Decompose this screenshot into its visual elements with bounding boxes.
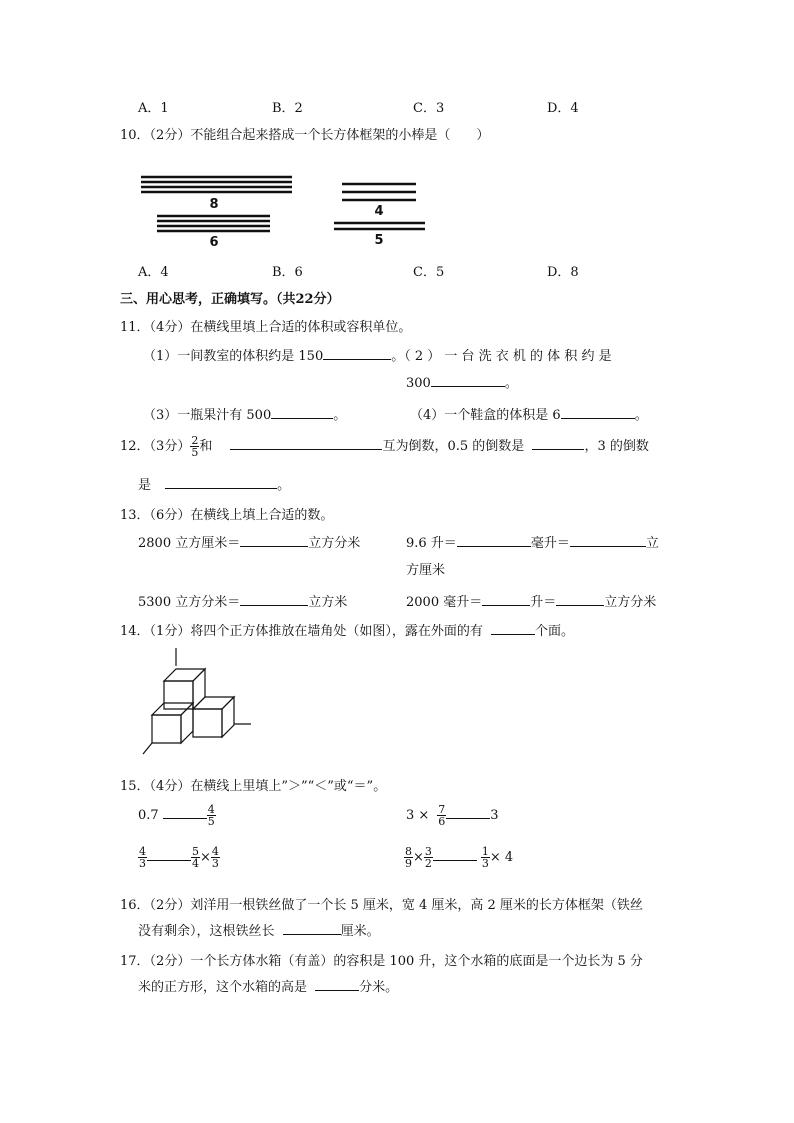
q15-expr-2 bbox=[406, 804, 499, 827]
q11-part4-text: （4）一个鞋盒的体积是 6 bbox=[410, 408, 561, 423]
q15-e3-frac bbox=[138, 846, 147, 869]
q16-line2 bbox=[138, 920, 380, 939]
q14-cubes-figure bbox=[140, 648, 255, 760]
sticks-label-6: 6 bbox=[209, 235, 219, 250]
q10-option-b[interactable]: B．6 bbox=[272, 265, 303, 280]
q16-line1: 16．（2分）刘洋用一根铁丝做了一个长 5 厘米，宽 4 厘米，高 2 厘米的长方体框架（铁丝 bbox=[120, 898, 643, 913]
left-cube-front bbox=[152, 715, 181, 743]
q12-prefix: 12．（3分） bbox=[120, 439, 191, 454]
q13-blank-d2[interactable] bbox=[556, 593, 604, 606]
q13-item-a bbox=[138, 532, 360, 551]
q11-part2-end: 。 bbox=[504, 376, 518, 391]
q11-part3-end: 。 bbox=[333, 408, 347, 423]
q14-stem-end: 个面。 bbox=[534, 624, 574, 639]
q15-e3-r1-frac bbox=[191, 846, 200, 869]
q12-frac-den: 5 bbox=[191, 446, 199, 459]
q11-blank-4[interactable] bbox=[561, 406, 635, 419]
q12-frac-num: 2 bbox=[191, 434, 199, 447]
q11-part4 bbox=[410, 404, 648, 423]
q15-e4-r-num: 1 bbox=[481, 845, 489, 858]
q13-a-text: 2800 立方厘米＝ bbox=[138, 536, 241, 551]
q15-e4-den1: 9 bbox=[405, 857, 412, 870]
q15-expr-3 bbox=[138, 846, 220, 869]
q13-d-unit1: 升＝ bbox=[530, 595, 557, 610]
q10-options bbox=[0, 261, 794, 279]
q12-blank-2[interactable] bbox=[532, 437, 584, 450]
q12-line1 bbox=[120, 435, 649, 458]
q15-blank-1[interactable] bbox=[163, 806, 207, 819]
q11-blank-2[interactable] bbox=[431, 374, 505, 387]
q10-option-d[interactable]: D．8 bbox=[547, 265, 579, 280]
q15-e4-frac1 bbox=[404, 846, 413, 869]
q13-blank-d1[interactable] bbox=[482, 593, 530, 606]
q16-blank[interactable] bbox=[283, 922, 341, 935]
q9-options bbox=[0, 97, 794, 115]
q17-blank[interactable] bbox=[315, 978, 359, 991]
q11-part3-text: （3）一瓶果汁有 500 bbox=[143, 408, 272, 423]
q11-blank-1[interactable] bbox=[323, 347, 391, 360]
q13-blank-b1[interactable] bbox=[457, 534, 531, 547]
q13-item-c bbox=[138, 591, 347, 610]
q17-line1: 17．（2分）一个长方体水箱（有盖）的容积是 100 升，这个水箱的底面是一个边长为 5 分 bbox=[120, 954, 643, 969]
sticks-label-5: 5 bbox=[374, 233, 384, 248]
top-cube-front bbox=[164, 681, 193, 709]
q14-stem-text: 14．（1分）将四个正方体推放在墙角处（如图），露在外面的有 bbox=[120, 624, 483, 639]
q15-e4-den2: 2 bbox=[424, 857, 432, 870]
right-cube-front bbox=[193, 709, 222, 737]
q10-option-a[interactable]: A．4 bbox=[138, 265, 169, 280]
q15-e4-r-den: 3 bbox=[481, 857, 489, 870]
q13-stem: 13．（6分）在横线上填上合适的数。 bbox=[120, 508, 334, 523]
sticks-group-8 bbox=[141, 177, 292, 192]
q12-mid3: ，3 的倒数 bbox=[584, 439, 649, 454]
q13-blank-b2[interactable] bbox=[570, 534, 646, 547]
q12-and: 和 bbox=[199, 439, 213, 454]
q17-line2-text: 米的正方形，这个水箱的高是 bbox=[138, 980, 308, 995]
section-heading: 三、用心思考，正确填写。（共22分） bbox=[120, 292, 340, 307]
q13-item-b-cont: 方厘米 bbox=[406, 563, 446, 578]
q13-blank-c[interactable] bbox=[240, 593, 308, 606]
q11-part3 bbox=[143, 404, 346, 423]
q11-blank-3[interactable] bbox=[271, 406, 333, 419]
q15-e4-num1: 8 bbox=[405, 845, 412, 858]
q15-e4-times: × bbox=[413, 850, 424, 865]
q17-line2-end: 分米。 bbox=[359, 980, 399, 995]
q15-e1-den: 5 bbox=[207, 815, 215, 828]
q15-blank-2[interactable] bbox=[446, 806, 490, 819]
q15-e4-r-frac bbox=[481, 846, 490, 869]
q13-b-unit2: 立 bbox=[645, 536, 659, 551]
q11-part2-text: 。（ 2 ） 一 台 洗 衣 机 的 体 积 约 是 bbox=[391, 349, 612, 364]
q16-line2-end: 厘米。 bbox=[340, 924, 380, 939]
q11-part2-line2 bbox=[406, 372, 518, 391]
q13-c-text: 5300 立方分米＝ bbox=[138, 595, 241, 610]
q16-line2-text: 没有剩余），这根铁丝长 bbox=[138, 924, 275, 939]
q13-blank-a[interactable] bbox=[240, 534, 308, 547]
q12-mid2: 互为倒数，0.5 的倒数是 bbox=[382, 439, 525, 454]
sticks-label-8: 8 bbox=[209, 197, 219, 212]
q12-line2-b: 。 bbox=[277, 478, 291, 493]
q11-part4-end: 。 bbox=[634, 408, 648, 423]
q15-e4-frac2 bbox=[424, 846, 433, 869]
q15-blank-4[interactable] bbox=[433, 848, 477, 861]
q9-option-c[interactable]: C．3 bbox=[413, 101, 445, 116]
q11-part1-text: （1）一间教室的体积约是 150 bbox=[143, 349, 324, 364]
q9-option-b[interactable]: B．2 bbox=[272, 101, 303, 116]
q12-blank-1[interactable] bbox=[230, 437, 382, 450]
q13-item-b bbox=[406, 532, 659, 551]
q10-sticks-figure bbox=[135, 168, 435, 253]
q12-blank-3[interactable] bbox=[165, 476, 277, 489]
q13-b-text: 9.6 升＝ bbox=[406, 536, 457, 551]
q15-e3-r2-frac bbox=[211, 846, 220, 869]
q15-e3-r1-num: 5 bbox=[192, 845, 199, 858]
q17-line2 bbox=[138, 976, 398, 995]
q15-e2-frac bbox=[437, 804, 446, 827]
q15-e1-num: 4 bbox=[207, 803, 215, 816]
q15-e2-left: 3 × bbox=[406, 808, 430, 823]
sticks-label-4: 4 bbox=[374, 204, 384, 219]
q11-part2-value: 300 bbox=[406, 376, 431, 391]
wall-diagonal-line bbox=[143, 743, 152, 754]
q14-blank[interactable] bbox=[491, 622, 535, 635]
q13-a-unit: 立方分米 bbox=[308, 536, 361, 551]
q15-e3-num: 4 bbox=[139, 845, 146, 858]
q11-stem: 11．（4分）在横线里填上合适的体积或容积单位。 bbox=[120, 320, 412, 335]
q15-e4-right: × 4 bbox=[489, 850, 514, 865]
q15-e3-r1-den: 4 bbox=[192, 857, 199, 870]
q15-e1-left: 0.7 bbox=[138, 808, 159, 823]
q15-expr-1 bbox=[138, 804, 216, 827]
q15-stem: 15．（4分）在横线上里填上”＞”“＜”或“＝”。 bbox=[120, 779, 387, 794]
q15-e2-den: 6 bbox=[438, 815, 446, 828]
sticks-group-6 bbox=[157, 216, 270, 231]
q12-line2 bbox=[138, 474, 290, 493]
q15-e3-r2-den: 3 bbox=[211, 857, 219, 870]
q13-d-unit2: 立方分米 bbox=[604, 595, 657, 610]
sticks-group-5 bbox=[334, 223, 425, 229]
q15-e2-num: 7 bbox=[438, 803, 446, 816]
q15-expr-4 bbox=[404, 846, 513, 869]
right-cube-side bbox=[222, 697, 234, 737]
q15-e1-frac bbox=[207, 804, 216, 827]
q15-e3-times: × bbox=[200, 850, 211, 865]
q12-fraction bbox=[190, 435, 199, 458]
q9-option-a[interactable]: A．1 bbox=[138, 101, 169, 116]
q10-stem: 10．（2分）不能组合起来搭成一个长方体框架的小棒是（ ） bbox=[120, 128, 490, 143]
q10-option-c[interactable]: C．5 bbox=[413, 265, 445, 280]
q13-d-text: 2000 毫升＝ bbox=[406, 595, 483, 610]
q15-e3-den: 3 bbox=[139, 857, 146, 870]
q9-option-d[interactable]: D．4 bbox=[547, 101, 579, 116]
q14-stem bbox=[120, 620, 574, 639]
q15-e4-num2: 3 bbox=[424, 845, 432, 858]
q15-blank-3[interactable] bbox=[147, 848, 191, 861]
q13-item-d bbox=[406, 591, 656, 610]
q13-b-unit1: 毫升＝ bbox=[530, 536, 570, 551]
sticks-group-4 bbox=[342, 184, 416, 200]
q15-e3-r2-num: 4 bbox=[211, 845, 219, 858]
q15-e2-right: 3 bbox=[490, 808, 499, 823]
q11-part1 bbox=[143, 345, 612, 364]
q12-line2-a: 是 bbox=[138, 478, 152, 493]
q13-c-unit: 立方米 bbox=[308, 595, 348, 610]
